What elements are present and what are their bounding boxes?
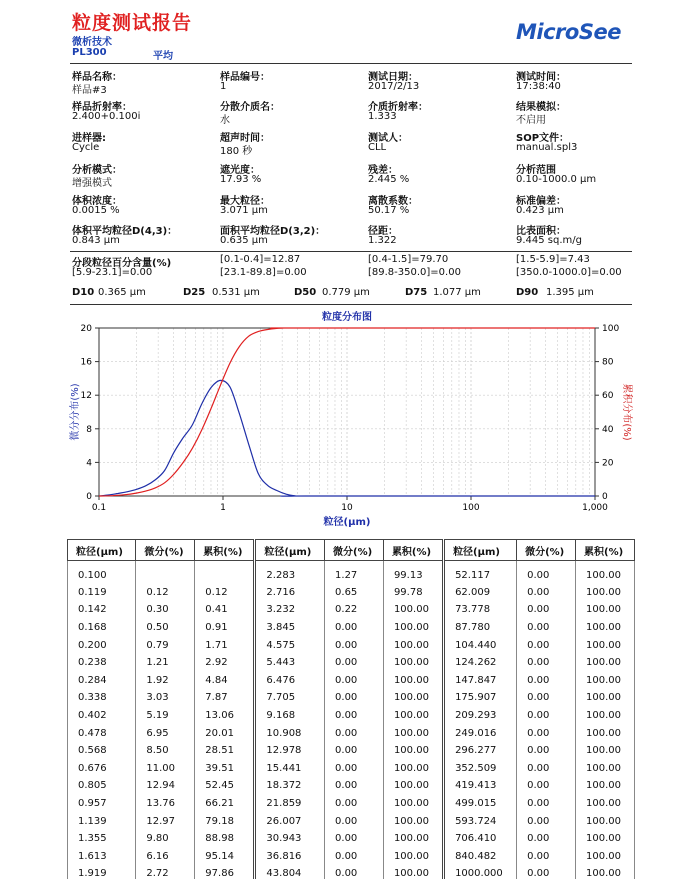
table-cell: 100.00: [576, 777, 635, 795]
segment-value: [350.0-1000.0]=0.00: [516, 267, 622, 278]
table-cell: 0.200: [68, 636, 136, 654]
table-cell: 99.78: [383, 584, 443, 602]
table-cell: 0.00: [517, 830, 576, 848]
field-value: 0.0015 %: [72, 205, 120, 216]
y2-tick-label: 100: [602, 324, 620, 334]
d10-label: D10: [72, 287, 95, 298]
table-cell: 296.277: [444, 742, 517, 760]
field-label: 残差：: [368, 165, 398, 176]
size-distribution-table: [67, 539, 635, 879]
table-cell: 0.41: [195, 601, 255, 619]
table-cell: 0.805: [68, 777, 136, 795]
table-cell: 0.478: [68, 724, 136, 742]
table-cell: 100.00: [383, 724, 443, 742]
column-header: 累积(%): [383, 540, 443, 561]
y-tick-label: 0: [86, 492, 92, 502]
table-cell: 0.00: [325, 847, 384, 865]
table-cell: 9.80: [136, 830, 195, 848]
table-cell: 147.847: [444, 671, 517, 689]
table-cell: 12.97: [136, 812, 195, 830]
column-header: 微分(%): [325, 540, 384, 561]
table-cell: 0.00: [517, 636, 576, 654]
segment-value: [0.1-0.4]=12.87: [220, 254, 301, 265]
x-tick-label: 1: [220, 503, 226, 513]
field-value: 50.17 %: [368, 205, 410, 216]
table-cell: 3.232: [255, 601, 325, 619]
table-cell: 12.94: [136, 777, 195, 795]
field-label: 测试日期：: [368, 72, 418, 83]
table-cell: 18.372: [255, 777, 325, 795]
table-cell: 0.00: [517, 707, 576, 725]
table-cell: 100.00: [383, 636, 443, 654]
table-cell: 87.780: [444, 619, 517, 637]
table-cell: 100.00: [383, 707, 443, 725]
table-cell: 593.724: [444, 812, 517, 830]
y-tick-label: 12: [80, 391, 92, 402]
table-cell: 100.00: [576, 724, 635, 742]
y2-tick-label: 40: [602, 424, 614, 435]
segment-value: [89.8-350.0]=0.00: [368, 267, 461, 278]
table-cell: 0.12: [136, 584, 195, 602]
table-cell: 100.00: [383, 759, 443, 777]
table-cell: 352.509: [444, 759, 517, 777]
table-cell: 1.139: [68, 812, 136, 830]
table-cell: 52.117: [444, 561, 517, 584]
column-header: 微分(%): [517, 540, 576, 561]
table-cell: 2.92: [195, 654, 255, 672]
table-cell: 100.00: [576, 601, 635, 619]
column-header: 粒径(µm): [68, 540, 136, 561]
table-cell: 0.65: [325, 584, 384, 602]
field-label: 测试时间：: [516, 72, 566, 83]
d10-value: 0.365 µm: [98, 287, 146, 298]
table-cell: 0.00: [325, 671, 384, 689]
table-cell: 36.816: [255, 847, 325, 865]
table-cell: 100.00: [576, 707, 635, 725]
d25-value: 0.531 µm: [212, 287, 260, 298]
table-cell: 0.402: [68, 707, 136, 725]
column-header: 粒径(µm): [444, 540, 517, 561]
table-cell: 2.716: [255, 584, 325, 602]
table-cell: 249.016: [444, 724, 517, 742]
table-cell: 1.919: [68, 865, 136, 879]
table-cell: 13.06: [195, 707, 255, 725]
table-row: [68, 795, 635, 813]
d25-label: D25: [183, 287, 206, 298]
x-tick-label: 100: [462, 503, 480, 513]
table-cell: 100.00: [576, 619, 635, 637]
d75-label: D75: [405, 287, 428, 298]
table-row: [68, 865, 635, 879]
table-cell: 62.009: [444, 584, 517, 602]
table-cell: 3.845: [255, 619, 325, 637]
d50-value: 0.779 µm: [322, 287, 370, 298]
table-cell: 100.00: [576, 689, 635, 707]
header-divider: [70, 63, 632, 64]
table-cell: 100.00: [383, 619, 443, 637]
table-cell: 0.119: [68, 584, 136, 602]
column-header: 微分(%): [136, 540, 195, 561]
table-cell: 100.00: [383, 830, 443, 848]
table-cell: 100.00: [576, 865, 635, 879]
field-value: 0.423 µm: [516, 205, 564, 216]
instrument-model: PL300: [72, 47, 107, 58]
x-tick-label: 1,000: [582, 503, 608, 513]
segment-value: [1.5-5.9]=7.43: [516, 254, 590, 265]
table-cell: 0.284: [68, 671, 136, 689]
table-cell: 0.100: [68, 561, 136, 584]
table-cell: 100.00: [576, 759, 635, 777]
d50-label: D50: [294, 287, 317, 298]
table-cell: 13.76: [136, 795, 195, 813]
field-label: 分析模式：: [72, 165, 122, 176]
table-cell: 1.21: [136, 654, 195, 672]
table-cell: 0.676: [68, 759, 136, 777]
table-cell: 124.262: [444, 654, 517, 672]
table-cell: 7.705: [255, 689, 325, 707]
table-row: [68, 561, 635, 584]
table-cell: 3.03: [136, 689, 195, 707]
y2-tick-label: 80: [602, 357, 614, 368]
table-cell: 0.00: [325, 636, 384, 654]
table-cell: 52.45: [195, 777, 255, 795]
table-cell: 88.98: [195, 830, 255, 848]
x-tick-label: 0.1: [91, 503, 107, 513]
y-tick-label: 16: [80, 357, 92, 368]
field-label: 遮光度：: [220, 165, 260, 176]
table-cell: 0.00: [325, 865, 384, 879]
table-cell: 0.00: [325, 689, 384, 707]
field-value: 样品#3: [72, 85, 107, 96]
table-cell: 4.84: [195, 671, 255, 689]
table-cell: 100.00: [383, 689, 443, 707]
column-header: 累积(%): [576, 540, 635, 561]
field-value: 0.10-1000.0 µm: [516, 174, 597, 185]
table-cell: 4.575: [255, 636, 325, 654]
d75-value: 1.077 µm: [433, 287, 481, 298]
table-cell: 15.441: [255, 759, 325, 777]
field-label: 进样器:: [72, 133, 106, 144]
table-cell: 0.00: [517, 812, 576, 830]
report-title: 粒度测试报告: [72, 12, 193, 34]
field-label: 超声时间：: [220, 133, 270, 144]
table-cell: 0.00: [325, 812, 384, 830]
table-cell: 0.91: [195, 619, 255, 637]
table-cell: 104.440: [444, 636, 517, 654]
table-cell: 100.00: [383, 742, 443, 760]
table-row: [68, 584, 635, 602]
table-row: [68, 707, 635, 725]
microsee-logo: MicroSee: [516, 20, 621, 44]
y-axis-title: 微分分布(%): [70, 383, 81, 441]
field-value: 1: [220, 81, 227, 92]
table-cell: 0.238: [68, 654, 136, 672]
table-cell: 175.907: [444, 689, 517, 707]
table-cell: 0.168: [68, 619, 136, 637]
table-cell: 0.00: [517, 777, 576, 795]
field-label: 比表面积：: [516, 226, 566, 237]
table-cell: 39.51: [195, 759, 255, 777]
table-cell: 0.00: [517, 724, 576, 742]
table-cell: 0.00: [517, 759, 576, 777]
table-cell: 43.804: [255, 865, 325, 879]
table-cell: 11.00: [136, 759, 195, 777]
table-row: [68, 777, 635, 795]
table-cell: 21.859: [255, 795, 325, 813]
table-cell: 20.01: [195, 724, 255, 742]
table-cell: 100.00: [383, 601, 443, 619]
field-value: 0.635 µm: [220, 235, 268, 246]
field-value: 1.333: [368, 111, 397, 122]
table-cell: 0.00: [325, 795, 384, 813]
table-cell: [195, 561, 255, 584]
table-cell: 30.943: [255, 830, 325, 848]
table-cell: 100.00: [383, 847, 443, 865]
table-cell: 0.79: [136, 636, 195, 654]
table-cell: 0.00: [325, 619, 384, 637]
table-cell: 0.00: [517, 601, 576, 619]
y2-tick-label: 60: [602, 391, 614, 402]
table-cell: 209.293: [444, 707, 517, 725]
table-cell: 840.482: [444, 847, 517, 865]
field-value: 2.400+0.100i: [72, 111, 141, 122]
table-cell: 6.95: [136, 724, 195, 742]
table-row: [68, 671, 635, 689]
table-cell: 1.27: [325, 561, 384, 584]
table-cell: 1000.000: [444, 865, 517, 879]
table-cell: 0.00: [325, 654, 384, 672]
table-cell: 100.00: [576, 654, 635, 672]
chart-title: 粒度分布图: [322, 312, 372, 323]
field-label: 分散介质名：: [220, 102, 280, 113]
table-cell: 0.568: [68, 742, 136, 760]
table-cell: 499.015: [444, 795, 517, 813]
table-cell: 5.443: [255, 654, 325, 672]
table-cell: 66.21: [195, 795, 255, 813]
table-cell: 0.00: [517, 689, 576, 707]
y2-tick-label: 0: [602, 492, 608, 502]
table-cell: 0.142: [68, 601, 136, 619]
table-cell: 1.355: [68, 830, 136, 848]
table-cell: 0.338: [68, 689, 136, 707]
chart-grid: [99, 328, 595, 496]
info-divider: [70, 251, 632, 252]
table-header-row: [68, 540, 635, 561]
table-cell: 0.22: [325, 601, 384, 619]
table-cell: 1.613: [68, 847, 136, 865]
table-cell: 28.51: [195, 742, 255, 760]
table-cell: 0.00: [325, 742, 384, 760]
field-value: 不启用: [516, 115, 546, 126]
field-label: 分析范围: [516, 165, 556, 176]
table-cell: 0.50: [136, 619, 195, 637]
table-cell: 2.72: [136, 865, 195, 879]
y2-axis-title: 累积分布(%): [621, 383, 632, 441]
table-cell: 0.00: [325, 777, 384, 795]
table-cell: 79.18: [195, 812, 255, 830]
segment-value: [23.1-89.8]=0.00: [220, 267, 307, 278]
table-cell: [136, 561, 195, 584]
table-cell: 9.168: [255, 707, 325, 725]
y-tick-label: 20: [80, 324, 92, 334]
table-cell: 100.00: [576, 847, 635, 865]
x-axis-title: 粒径(µm): [323, 517, 371, 528]
table-cell: 7.87: [195, 689, 255, 707]
table-cell: 100.00: [383, 812, 443, 830]
table-cell: 6.476: [255, 671, 325, 689]
table-row: [68, 636, 635, 654]
field-label: SOP文件：: [516, 133, 570, 144]
table-cell: 706.410: [444, 830, 517, 848]
field-value: manual.spl3: [516, 142, 578, 153]
y2-tick-label: 20: [602, 458, 614, 469]
field-value: 17:38:40: [516, 81, 561, 92]
field-label: 样品名称：: [72, 72, 122, 83]
table-cell: 2.283: [255, 561, 325, 584]
table-row: [68, 619, 635, 637]
table-cell: 97.86: [195, 865, 255, 879]
table-cell: 26.007: [255, 812, 325, 830]
table-cell: 0.00: [325, 724, 384, 742]
table-cell: 95.14: [195, 847, 255, 865]
table-cell: 8.50: [136, 742, 195, 760]
y-tick-label: 8: [86, 424, 92, 435]
table-cell: 0.00: [517, 795, 576, 813]
field-label: 离散系数：: [368, 196, 418, 207]
field-value: 9.445 sq.m/g: [516, 235, 583, 246]
table-cell: 0.00: [325, 759, 384, 777]
column-header: 累积(%): [195, 540, 255, 561]
field-label: 径距：: [368, 226, 398, 237]
field-value: 2.445 %: [368, 174, 410, 185]
field-label: 最大粒径：: [220, 196, 270, 207]
d90-value: 1.395 µm: [546, 287, 594, 298]
table-cell: 100.00: [576, 584, 635, 602]
table-cell: 73.778: [444, 601, 517, 619]
table-row: [68, 847, 635, 865]
table-cell: 0.957: [68, 795, 136, 813]
table-row: [68, 742, 635, 760]
field-label: 体积平均粒径D(4,3)：: [72, 226, 178, 237]
table-cell: 100.00: [383, 795, 443, 813]
field-value: 17.93 %: [220, 174, 262, 185]
table-cell: 99.13: [383, 561, 443, 584]
table-cell: 0.00: [517, 865, 576, 879]
table-row: [68, 689, 635, 707]
table-cell: 0.12: [195, 584, 255, 602]
segment-value: [0.4-1.5]=79.70: [368, 254, 449, 265]
field-label: 标准偏差：: [516, 196, 566, 207]
table-cell: 100.00: [576, 812, 635, 830]
particle-size-distribution-chart: [0, 305, 700, 535]
table-cell: 0.00: [325, 707, 384, 725]
field-value: 水: [220, 115, 230, 126]
field-value: 3.071 µm: [220, 205, 268, 216]
field-label: 介质折射率：: [368, 102, 428, 113]
y-tick-label: 4: [86, 458, 92, 469]
column-header: 粒径(µm): [255, 540, 325, 561]
field-value: CLL: [368, 142, 387, 153]
field-value: 1.322: [368, 235, 397, 246]
field-value: 2017/2/13: [368, 81, 420, 92]
field-value: 0.843 µm: [72, 235, 120, 246]
field-label: 样品折射率：: [72, 102, 132, 113]
d90-label: D90: [516, 287, 539, 298]
table-cell: 100.00: [383, 777, 443, 795]
table-cell: 100.00: [383, 865, 443, 879]
result-mode: 平均: [153, 51, 173, 62]
table-cell: 0.00: [517, 561, 576, 584]
table-row: [68, 601, 635, 619]
table-cell: 100.00: [576, 830, 635, 848]
table-cell: 100.00: [576, 671, 635, 689]
table-cell: 100.00: [576, 561, 635, 584]
field-value: 增强模式: [72, 178, 112, 189]
table-cell: 1.71: [195, 636, 255, 654]
table-cell: 1.92: [136, 671, 195, 689]
company-name: 微析技术: [72, 37, 112, 48]
table-cell: 0.00: [517, 742, 576, 760]
field-label: 测试人：: [368, 133, 408, 144]
table-cell: 5.19: [136, 707, 195, 725]
table-cell: 0.00: [517, 654, 576, 672]
x-tick-label: 10: [341, 503, 353, 513]
table-cell: 100.00: [576, 795, 635, 813]
field-value: Cycle: [72, 142, 100, 153]
table-row: [68, 812, 635, 830]
table-cell: 12.978: [255, 742, 325, 760]
table-row: [68, 759, 635, 777]
table-cell: 0.00: [517, 671, 576, 689]
table-cell: 0.30: [136, 601, 195, 619]
table-cell: 100.00: [576, 636, 635, 654]
table-cell: 419.413: [444, 777, 517, 795]
table-cell: 100.00: [383, 671, 443, 689]
segment-value: [5.9-23.1]=0.00: [72, 267, 153, 278]
table-cell: 0.00: [517, 584, 576, 602]
field-label: 面积平均粒径D(3,2)：: [220, 226, 326, 237]
table-cell: 6.16: [136, 847, 195, 865]
segments-label: 分段粒径百分含量(%): [72, 258, 172, 269]
table-cell: 0.00: [517, 847, 576, 865]
field-label: 结果模拟：: [516, 102, 566, 113]
table-row: [68, 654, 635, 672]
table-cell: 0.00: [517, 619, 576, 637]
table-row: [68, 830, 635, 848]
table-row: [68, 724, 635, 742]
table-cell: 100.00: [576, 742, 635, 760]
field-label: 样品编号：: [220, 72, 270, 83]
table-cell: 100.00: [383, 654, 443, 672]
table-cell: 10.908: [255, 724, 325, 742]
table-cell: 0.00: [325, 830, 384, 848]
field-label: 体积浓度：: [72, 196, 122, 207]
field-value: 180 秒: [220, 146, 253, 157]
